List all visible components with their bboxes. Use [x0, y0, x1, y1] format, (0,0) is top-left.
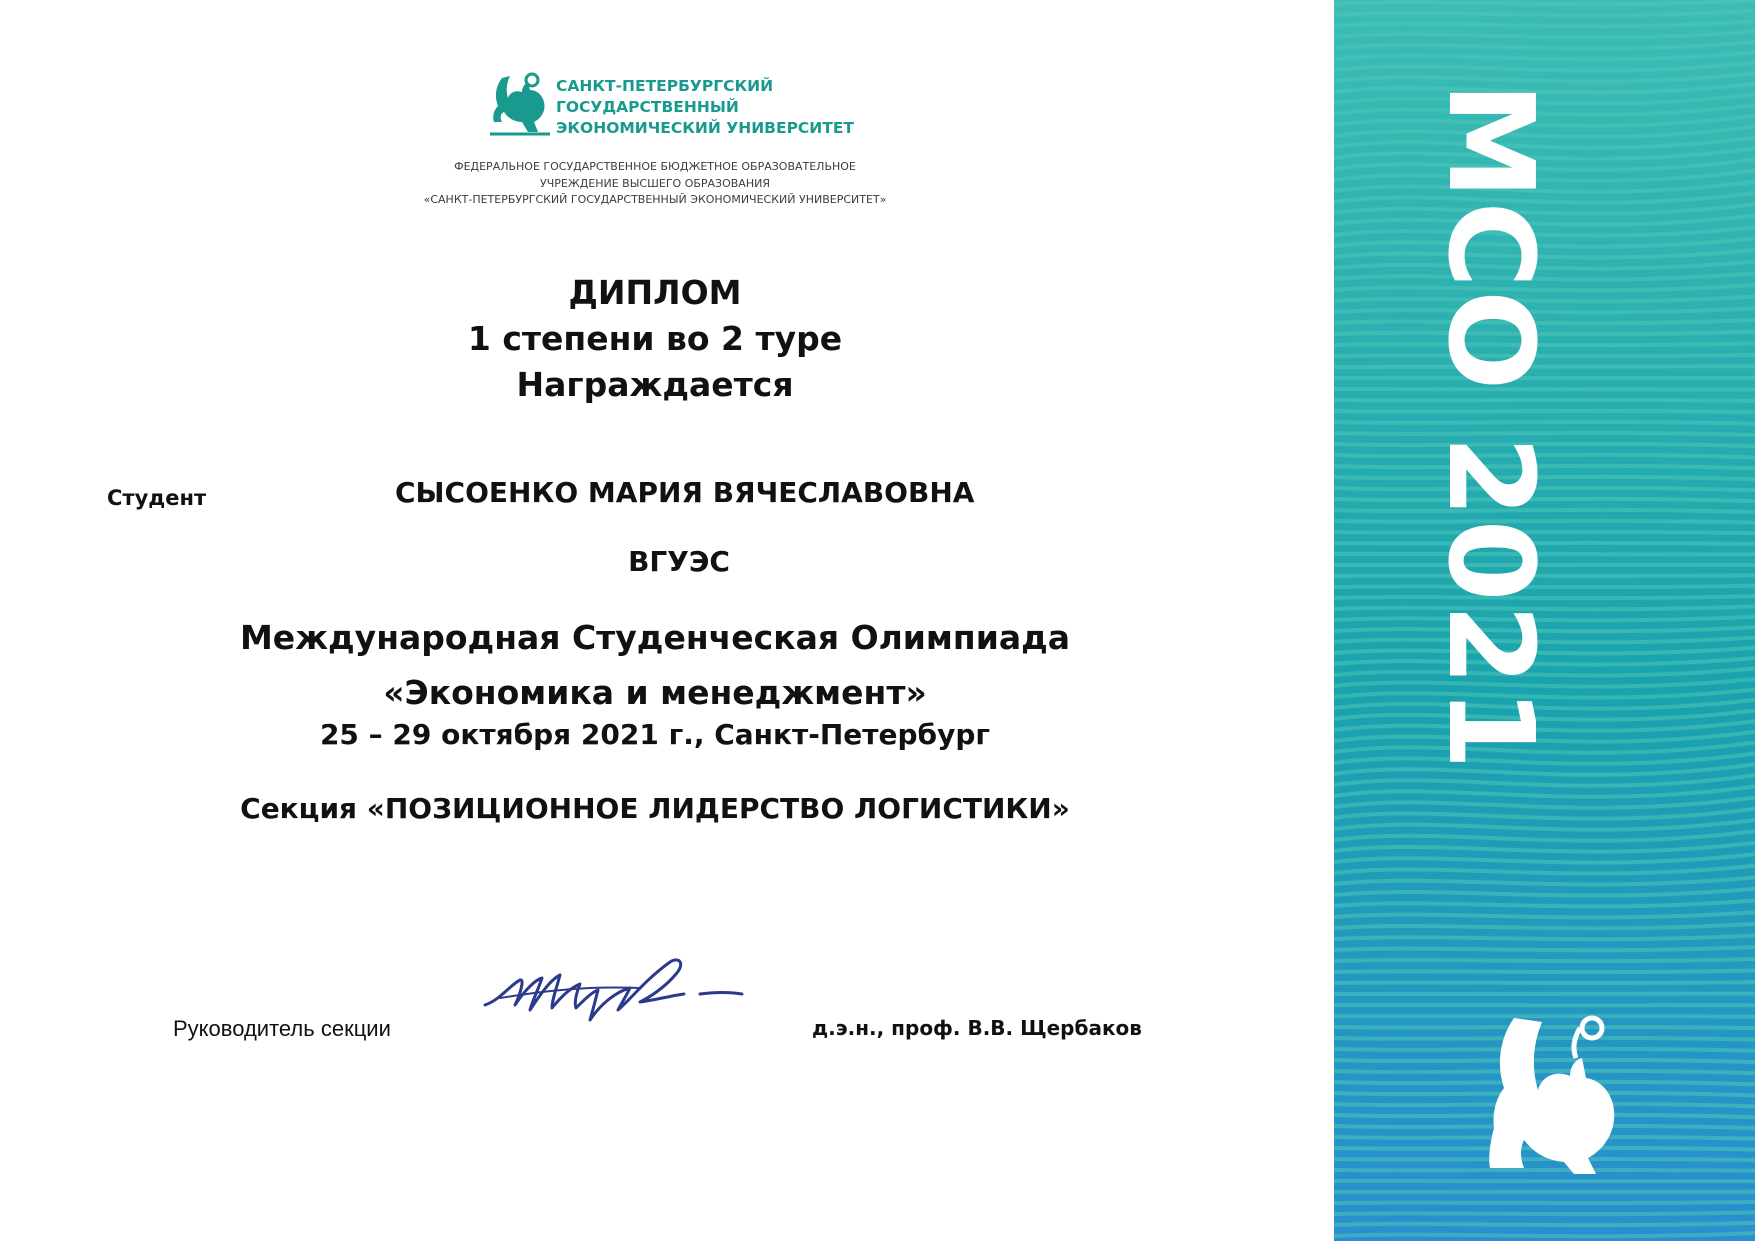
signature-label: Руководитель секции — [173, 1016, 391, 1041]
federal-line: ФЕДЕРАЛЬНОЕ ГОСУДАРСТВЕННОЕ БЮДЖЕТНОЕ ОБРАЗОВАТЕЛЬНОЕ — [454, 160, 856, 173]
diploma-title-block — [355, 270, 955, 408]
event-dates: 25 – 29 октября 2021 г., Санкт-Петербург — [319, 718, 991, 751]
olympiad-name — [205, 610, 1105, 720]
stripe-line — [1334, 970, 1755, 972]
university-logo — [488, 72, 858, 142]
olympiad-name-line: Международная Студенческая Олимпиада — [239, 618, 1071, 657]
stripe-line — [1334, 1223, 1755, 1225]
signatory-name: д.э.н., проф. В.В. Щербаков — [812, 1016, 1142, 1040]
university-name-line: ЭКОНОМИЧЕСКИЙ УНИВЕРСИТЕТ — [556, 119, 855, 137]
event-section: Секция «ПОЗИЦИОННОЕ ЛИДЕРСТВО ЛОГИСТИКИ» — [240, 792, 1070, 825]
federal-institution-text — [380, 159, 930, 209]
federal-line: «САНКТ-ПЕТЕРБУРГСКИЙ ГОСУДАРСТВЕННЫЙ ЭКОНОМИЧЕСКИЙ УНИВЕРСИТЕТ» — [423, 193, 887, 206]
stripe-line — [1334, 959, 1755, 961]
university-name — [556, 76, 854, 139]
vertical-event-text: МСО 2021 — [1422, 82, 1560, 772]
student-label: Студент — [107, 486, 207, 510]
handwritten-signature-icon — [480, 950, 770, 1030]
olympiad-name-line: «Экономика и менеджмент» — [383, 673, 927, 712]
stripe-line — [1334, 1202, 1755, 1203]
stripe-line — [1334, 982, 1755, 983]
student-university: ВГУЭС — [628, 545, 730, 578]
stripe-line — [1334, 1212, 1755, 1214]
griffin-emblem-icon — [1484, 1008, 1624, 1178]
university-name-line: ГОСУДАРСТВЕННЫЙ — [556, 98, 739, 116]
federal-line: УЧРЕЖДЕНИЕ ВЫСШЕГО ОБРАЗОВАНИЯ — [540, 176, 770, 190]
griffin-logo-icon — [488, 72, 552, 138]
diploma-awarded: Награждается — [516, 365, 794, 404]
diploma-title: ДИПЛОМ — [568, 273, 742, 312]
vertical-event-title — [1422, 82, 1650, 802]
diploma-degree: 1 степени во 2 туре — [467, 319, 843, 358]
university-name-line: САНКТ-ПЕТЕРБУРГСКИЙ — [556, 77, 774, 95]
student-name: СЫСОЕНКО МАРИЯ ВЯЧЕСЛАВОВНА — [395, 476, 975, 509]
